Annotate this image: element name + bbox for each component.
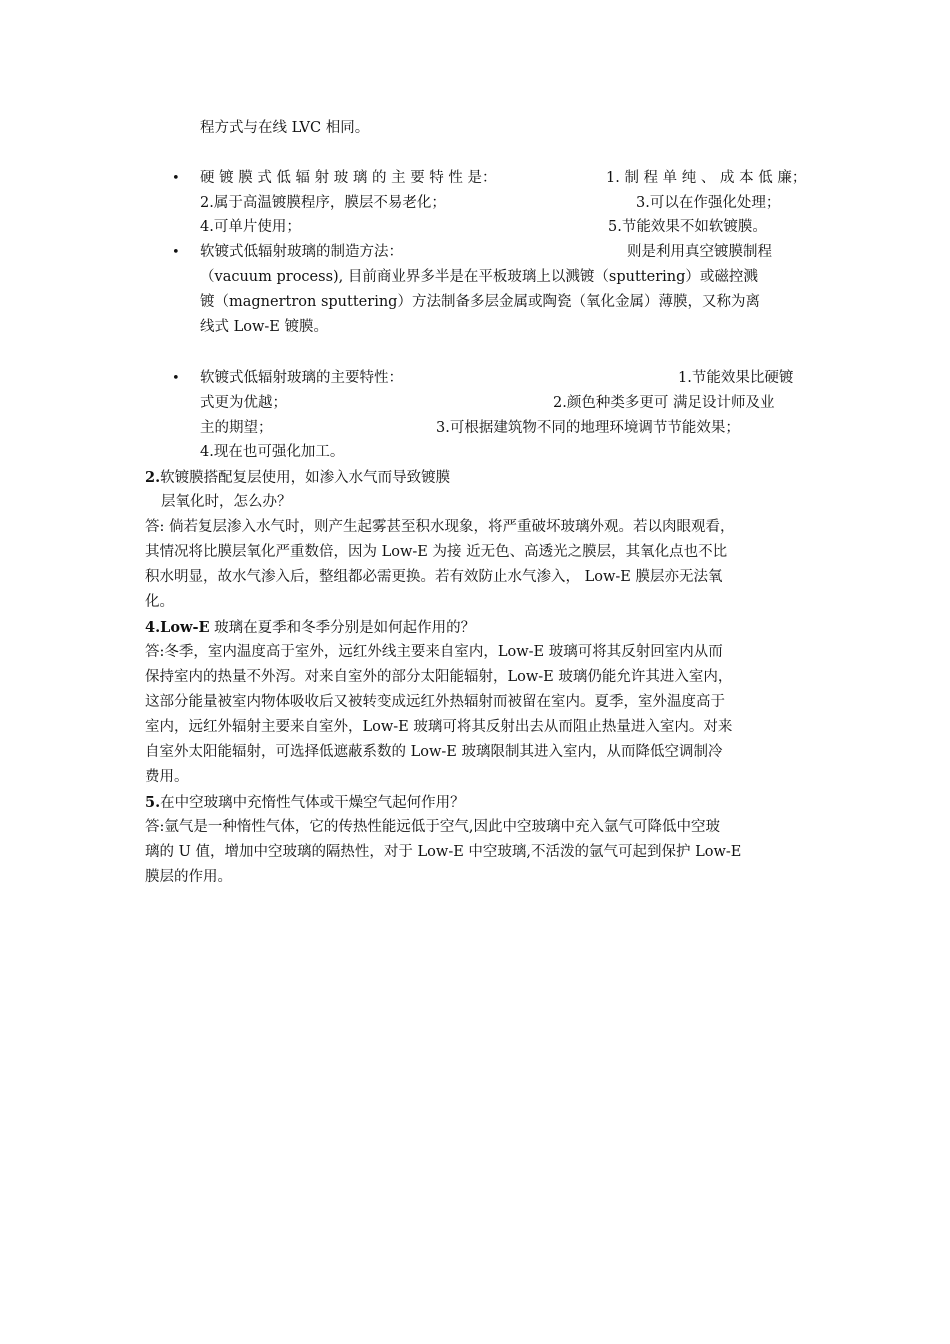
bullet1-line1-left: 硬 镀 膜 式 低 辐 射 玻 璃 的 主 要 特 性 是：	[200, 170, 497, 186]
section4-answer-line6: 费用。	[145, 769, 189, 785]
section4-answer-line5: 自室外太阳能辐射，可选择低遮蔽系数的 Low-E 玻璃限制其进入室内，从而降低空调制冷	[145, 744, 723, 760]
bullet-marker: •	[172, 171, 180, 186]
section4-answer-line4: 室内，远红外辐射主要来自室外，Low-E 玻璃可将其反射出去从而阻止热量进入室内。对来	[145, 719, 733, 735]
bullet3-line3-left: 主的期望；	[200, 420, 273, 436]
bullet2-line1-right: 则是利用真空镀膜制程	[627, 244, 772, 260]
bullet1-line3-right: 5.节能效果不如软镀膜。	[608, 219, 767, 235]
bullet3-line1-right: 1.节能效果比硬镀	[678, 370, 794, 386]
bullet1-line2-left: 2.属于高温镀膜程序，膜层不易老化；	[200, 195, 446, 211]
bullet1-line2-right: 3.可以在作强化处理；	[636, 195, 781, 211]
bullet1-line3-left: 4.可单片使用；	[200, 219, 301, 235]
section5-answer-line2: 璃的 U 值，增加中空玻璃的隔热性，对于 Low-E 中空玻璃,不活泼的氩气可起到保护 Low-E	[145, 844, 742, 860]
section2-answer-line1: 答: 倘若复层渗入水气时，则产生起雾甚至积水现象，将严重破坏玻璃外观。若以肉眼观看，	[145, 519, 735, 535]
section2-number: 2.	[145, 469, 161, 486]
section2-question-line1: 软镀膜搭配复层使用，如渗入水气而导致镀膜	[160, 470, 451, 486]
section2-question-line2: 层氧化时，怎么办？	[161, 494, 292, 510]
bullet3-line1-left: 软镀式低辐射玻璃的主要特性：	[200, 370, 403, 386]
bullet2-line3: 镀（magnertron sputtering）方法制备多层金属或陶瓷（氧化金属）薄膜，又称为离	[200, 294, 760, 310]
section5-question: 在中空玻璃中充惰性气体或干燥空气起何作用？	[160, 795, 465, 811]
section4-answer-line2: 保持室内的热量不外泻。对来自室外的部分太阳能辐射，Low-E 玻璃仍能允许其进入室内，	[145, 669, 733, 685]
section2-heading	[145, 465, 450, 491]
bullet-marker: •	[172, 371, 180, 386]
section2-answer-line4: 化。	[145, 594, 174, 610]
bullet-marker: •	[172, 245, 180, 260]
bullet3-line2-left: 式更为优越；	[200, 395, 287, 411]
section4-question: 玻璃在夏季和冬季分别是如何起作用的？	[209, 620, 476, 636]
section4-number: 4.Low-E	[145, 619, 210, 636]
section5-answer-line1: 答:氩气是一种惰性气体，它的传热性能远低于空气,因此中空玻璃中充入氩气可降低中空玻	[145, 819, 720, 835]
bullet2-line1-left: 软镀式低辐射玻璃的制造方法：	[200, 244, 403, 260]
section2-answer-line2: 其情况将比膜层氧化严重数倍，因为 Low-E 为接 近无色、高透光之膜层，其氧化点也不比	[145, 544, 728, 560]
section5-number: 5.	[145, 794, 161, 811]
section4-heading	[145, 615, 475, 641]
intro-line: 程方式与在线 LVC 相同。	[200, 120, 370, 136]
section4-answer-line3: 这部分能量被室内物体吸收后又被转变成远红外热辐射而被留在室内。夏季，室外温度高于	[145, 694, 725, 710]
bullet2-line4: 线式 Low-E 镀膜。	[200, 319, 328, 335]
bullet2-line2: （vacuum process), 目前商业界多半是在平板玻璃上以溅镀（sputtering）或磁控溅	[200, 269, 758, 285]
bullet3-line3-right: 3.可根据建筑物不同的地理环境调节节能效果；	[436, 420, 740, 436]
bullet1-line1-right: 1. 制 程 单 纯 、 成 本 低 廉；	[606, 170, 807, 186]
section2-answer-line3: 积水明显，故水气渗入后，整组都必需更换。若有效防止水气渗入， Low-E 膜层亦无法氧	[145, 569, 723, 585]
section5-answer-line3: 膜层的作用。	[145, 869, 232, 885]
section5-heading	[145, 790, 465, 816]
bullet3-line4: 4.现在也可强化加工。	[200, 444, 345, 460]
section4-answer-line1: 答:冬季，室内温度高于室外，远红外线主要来自室内，Low-E 玻璃可将其反射回室内从而	[145, 644, 723, 660]
bullet3-line2-right: 2.颜色种类多更可 满足设计师及业	[553, 395, 775, 411]
